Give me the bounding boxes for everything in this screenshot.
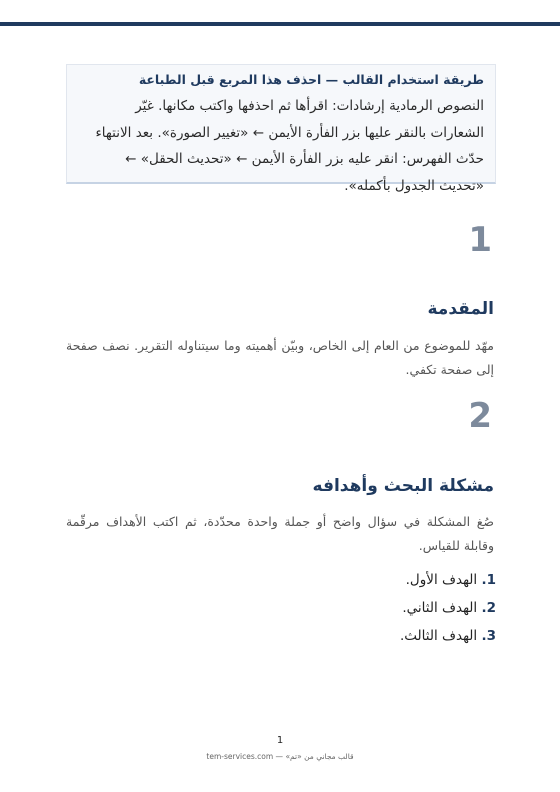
template-instructions-box [66,64,496,194]
section-guide-research-problem: صُغ المشكلة في سؤال واضح أو جملة واحدة محدّدة، ثم اكتب الأهداف مرقّمة وقابلة للقياس. [66,514,494,553]
goal-number: 3. [481,628,496,644]
header-rule [0,22,560,26]
goal-item [400,566,496,594]
goal-label: الهدف الثالث. [399,628,478,644]
goal-label: الهدف الأول. [405,572,478,588]
chapter-number-2: 2 [468,396,492,436]
goal-item [400,594,496,622]
footer-credit: قالب مجاني من «تم» — tem-services.com [206,752,354,761]
instructions-body: النصوص الرمادية إرشادات: اقرأها ثم احذفها واكتب مكانها. غيّر الشعارات بالنقر عليها بزر الفأرة الأيمن ← «تغيير الصورة». بعد الانتهاء حدّث الفهرس: انقر عليه بزر الفأرة الأيمن ← «تحديث الحقل» ← «تحديث الجدول بأكمله». [95,98,484,194]
goal-number: 1. [481,572,496,588]
page-number: 1 [276,735,284,746]
chapter-number-1: 1 [468,220,492,260]
goal-label: الهدف الثاني. [402,600,478,616]
section-heading-research-problem: مشكلة البحث وأهدافه [312,476,494,496]
goal-number: 2. [481,600,496,616]
section-guide-introduction: مهّد للموضوع من العام إلى الخاص، وبيّن أهميته وما سيتناوله التقرير. نصف صفحة إلى صفحة تكفي. [66,338,494,377]
goals-list [400,566,496,650]
instructions-title: طريقة استخدام القالب — احذف هذا المربع قبل الطباعة [138,72,484,87]
goal-item [400,622,496,650]
section-heading-introduction: المقدمة [427,299,494,319]
